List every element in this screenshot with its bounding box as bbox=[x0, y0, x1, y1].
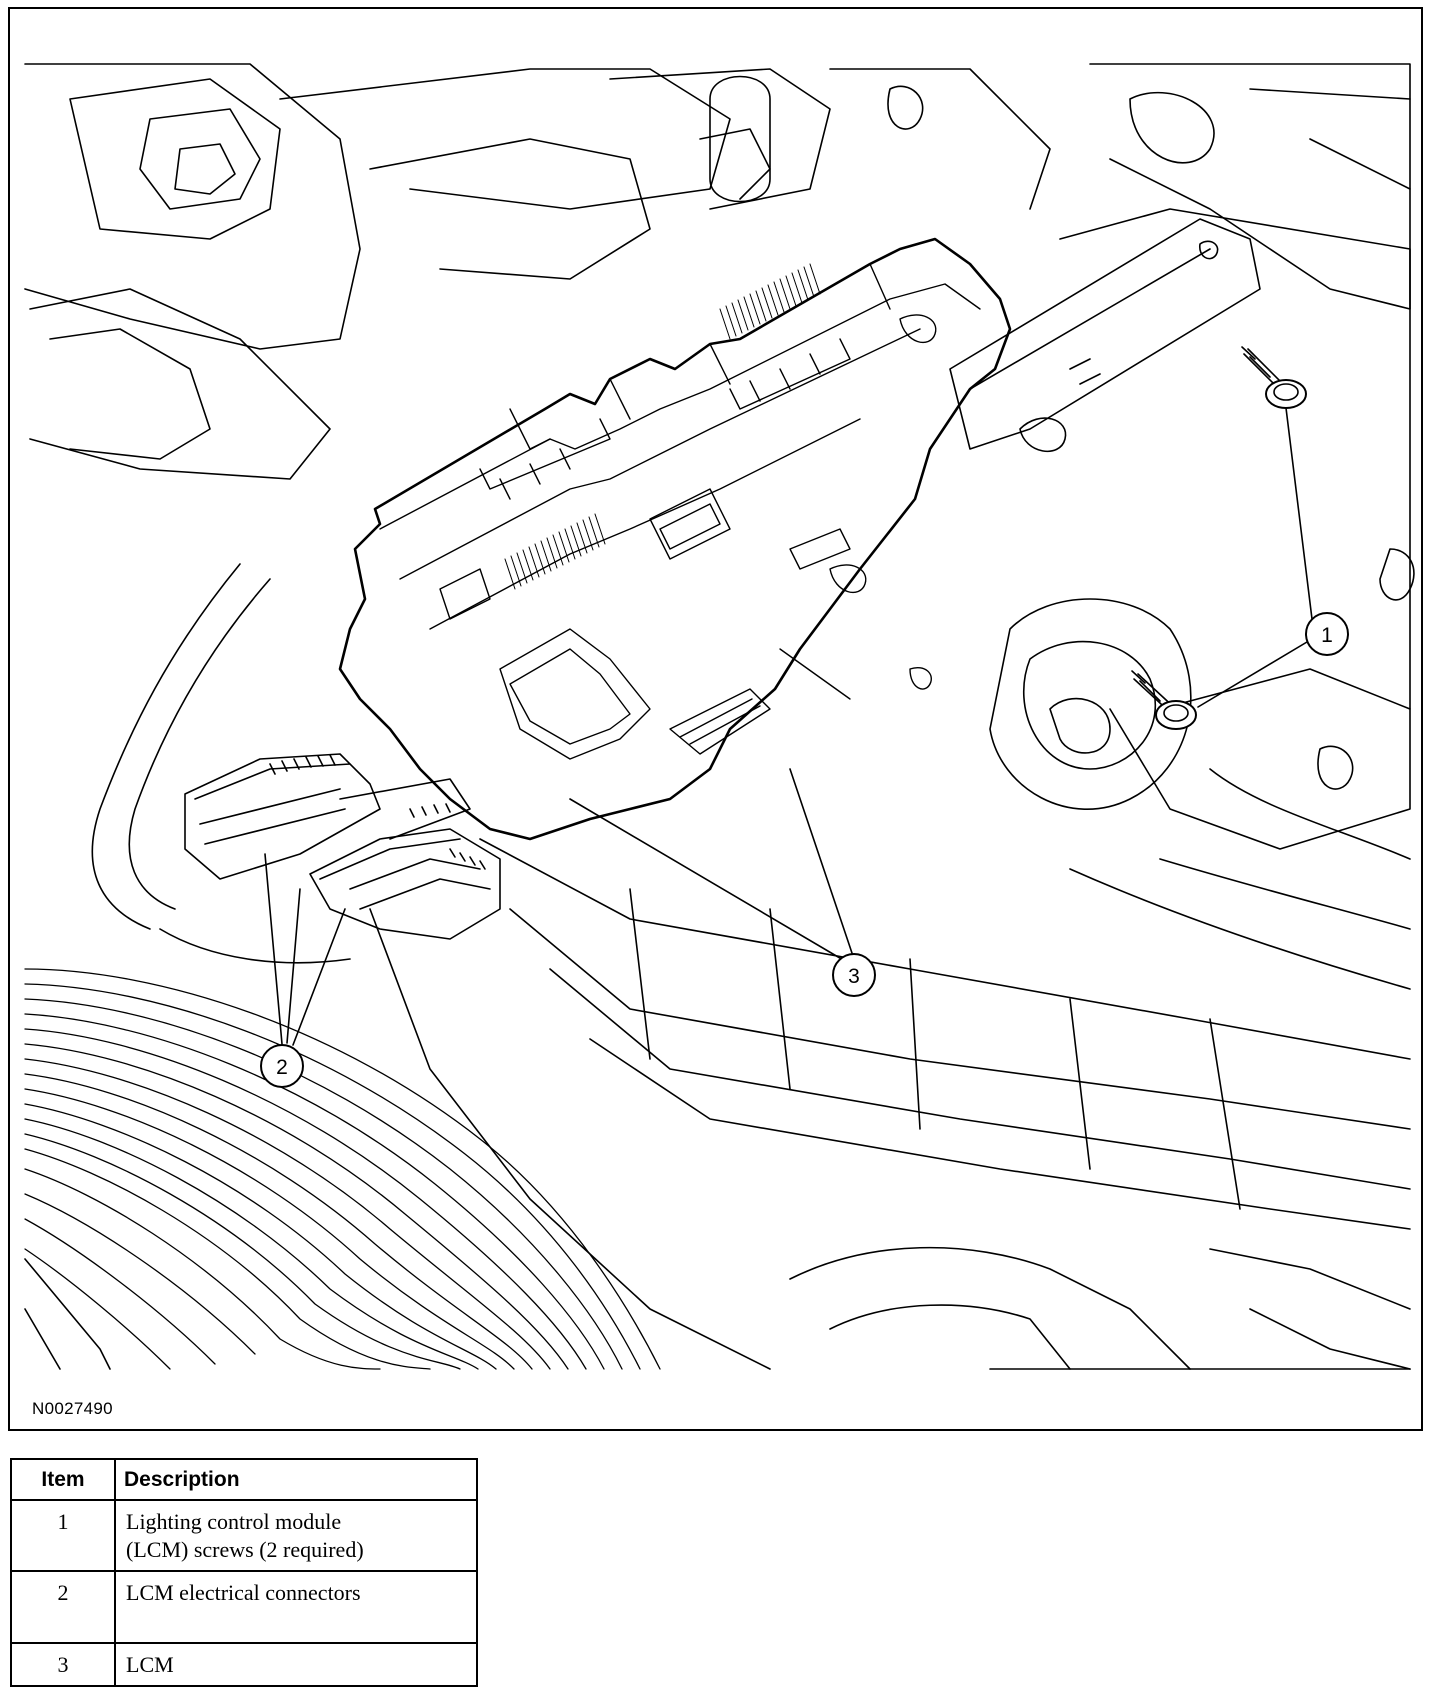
legend-table bbox=[10, 1458, 478, 1687]
legend-description-line: LCM bbox=[126, 1652, 174, 1677]
mounting-bracket bbox=[950, 219, 1260, 451]
callout-3-label: 3 bbox=[848, 965, 860, 988]
column-shroud bbox=[370, 839, 1410, 1369]
legend-row bbox=[11, 1500, 477, 1571]
callout-leaders bbox=[265, 408, 1312, 1045]
lcm-illustration bbox=[10, 9, 1421, 1429]
legend-description-line: Lighting control module bbox=[126, 1509, 342, 1534]
legend-description-line: (LCM) screws (2 required) bbox=[126, 1537, 364, 1562]
background-structure bbox=[25, 64, 1414, 989]
legend-item-number: 1 bbox=[11, 1500, 115, 1571]
figure-frame bbox=[8, 7, 1423, 1431]
legend-item-description bbox=[115, 1571, 477, 1643]
legend-item-description bbox=[115, 1500, 477, 1571]
legend-item-number: 2 bbox=[11, 1571, 115, 1643]
callout-2 bbox=[261, 1045, 303, 1087]
lcm-screws bbox=[1132, 347, 1306, 729]
lcm-fins bbox=[505, 264, 820, 589]
figure-id: N0027490 bbox=[32, 1399, 113, 1418]
legend-row bbox=[11, 1571, 477, 1643]
callout-1 bbox=[1306, 613, 1348, 655]
legend-item-description bbox=[115, 1643, 477, 1686]
callout-3 bbox=[833, 954, 875, 996]
wire-bundle bbox=[25, 969, 660, 1369]
callout-2-label: 2 bbox=[276, 1056, 288, 1079]
lcm-module bbox=[340, 239, 1010, 839]
lcm-details bbox=[380, 264, 980, 759]
legend-item-number: 3 bbox=[11, 1643, 115, 1686]
lower-left-pieces bbox=[25, 1259, 110, 1369]
harness-tube bbox=[92, 564, 350, 963]
legend-header-item: Item bbox=[11, 1459, 115, 1500]
legend-header-row bbox=[11, 1459, 477, 1500]
legend-row bbox=[11, 1643, 477, 1686]
lcm-connectors bbox=[185, 754, 500, 939]
legend-header-description: Description bbox=[115, 1459, 477, 1500]
callout-1-label: 1 bbox=[1321, 624, 1333, 647]
legend-description-line: LCM electrical connectors bbox=[126, 1580, 361, 1605]
